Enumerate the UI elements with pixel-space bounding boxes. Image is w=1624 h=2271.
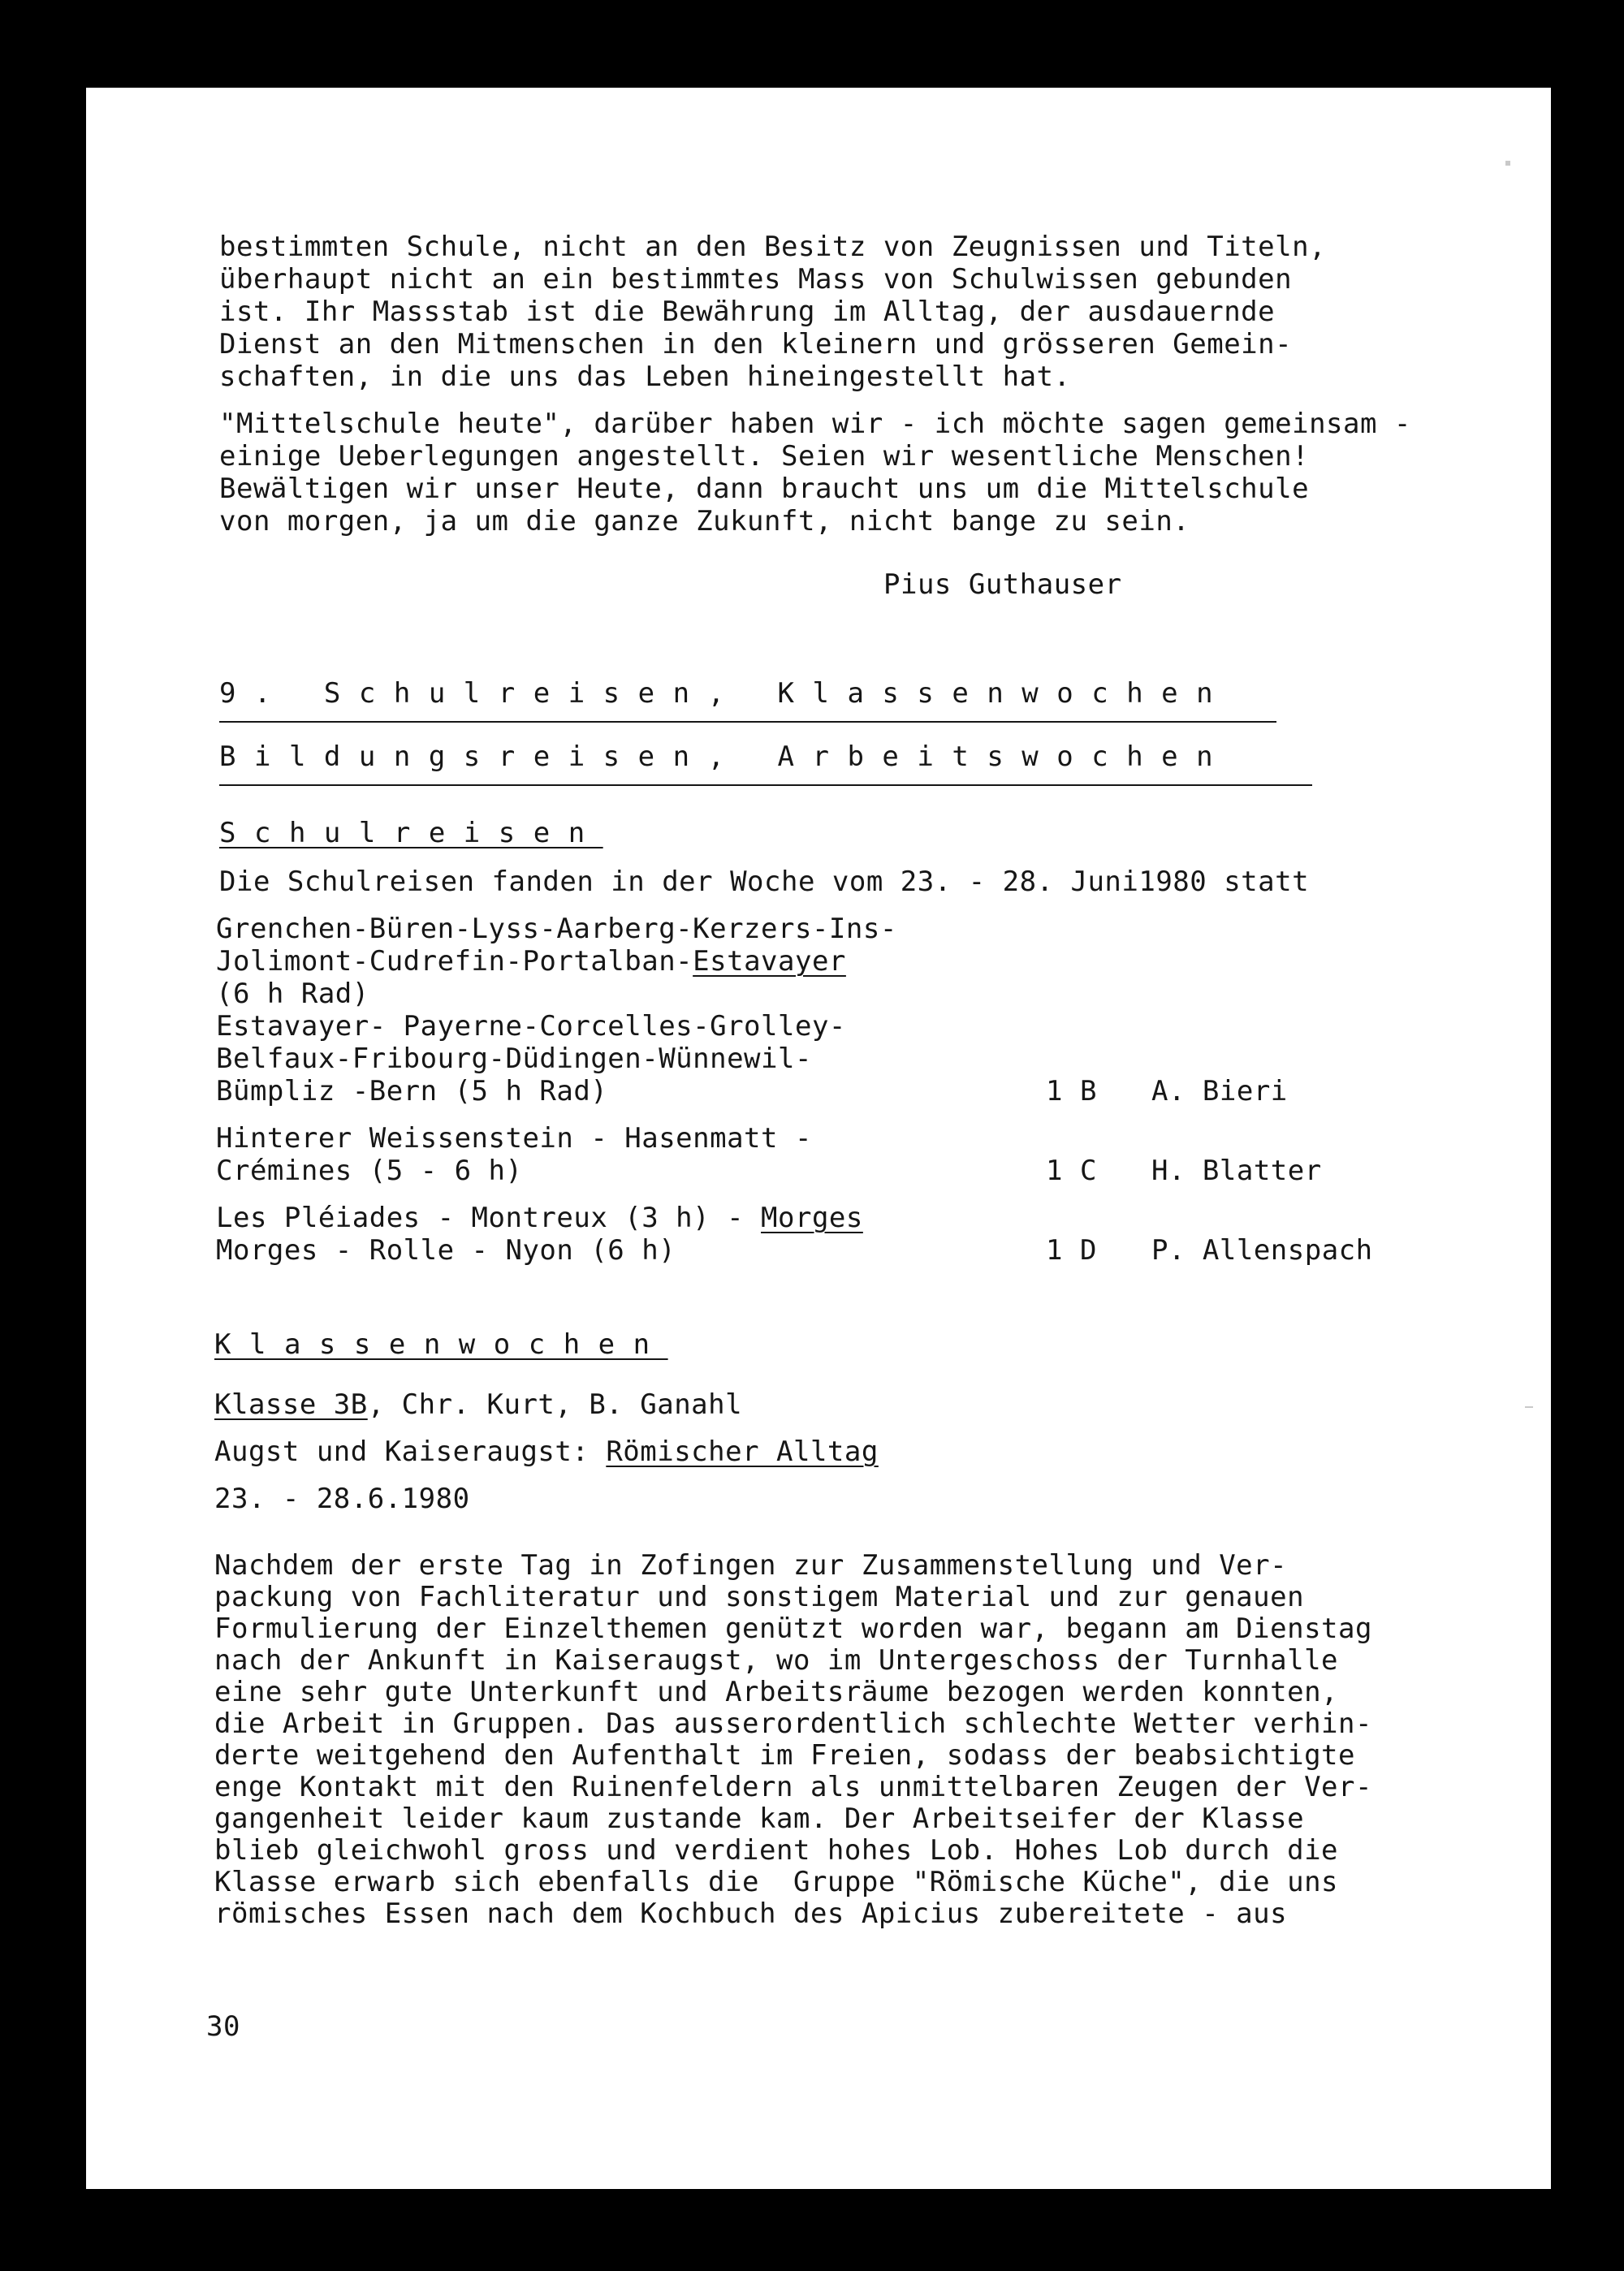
closing-line: einige Ueberlegungen angestellt. Seien wir wesentliche Menschen! bbox=[219, 440, 1310, 473]
trip-route-line: Morges - Rolle - Nyon (6 h) bbox=[216, 1234, 676, 1267]
scan-speck bbox=[1525, 1406, 1533, 1408]
intro-line: schaften, in die uns das Leben hineingestellt hat. bbox=[219, 361, 1071, 393]
trip-route-line bbox=[216, 945, 846, 978]
date-line: 23. - 28.6.1980 bbox=[214, 1483, 470, 1515]
class-label: Klasse 3B bbox=[214, 1388, 368, 1421]
body-line: packung von Fachliteratur und sonstigem Material und zur genauen bbox=[214, 1581, 1305, 1613]
schulreisen-heading: Schulreisen bbox=[219, 817, 603, 849]
trip-teacher: A. Bieri bbox=[1151, 1075, 1288, 1107]
class-teachers: , Chr. Kurt, B. Ganahl bbox=[367, 1388, 743, 1421]
trip-class: 1 B bbox=[1046, 1075, 1097, 1107]
heading-rule-1 bbox=[219, 721, 1276, 723]
trip-route-text: Jolimont-Cudrefin-Portalban- bbox=[216, 945, 693, 978]
trip-route-text: Les Pléiades - Montreux (3 h) - bbox=[216, 1202, 762, 1234]
body-line: römisches Essen nach dem Kochbuch des Apicius zubereitete - aus bbox=[214, 1898, 1288, 1930]
section-heading-line1: 9. Schulreisen, Klassenwochen bbox=[219, 677, 1232, 710]
trip-route-line: Estavayer- Payerne-Corcelles-Grolley- bbox=[216, 1010, 846, 1043]
location-line bbox=[214, 1436, 879, 1468]
trip-class: 1 D bbox=[1046, 1234, 1097, 1267]
location-text: Augst und Kaiseraugst: bbox=[214, 1436, 607, 1468]
intro-line: bestimmten Schule, nicht an den Besitz von Zeugnissen und Titeln, bbox=[219, 231, 1327, 263]
page-number: 30 bbox=[206, 2010, 240, 2043]
author-signature: Pius Guthauser bbox=[883, 568, 1122, 601]
section-heading-line2: Bildungsreisen, Arbeitswochen bbox=[219, 740, 1232, 773]
body-line: Klasse erwarb sich ebenfalls die Gruppe "Römische Küche", die uns bbox=[214, 1866, 1339, 1898]
trip-teacher: H. Blatter bbox=[1151, 1155, 1322, 1187]
body-line: derte weitgehend den Aufenthalt im Freien, sodass der beabsichtigte bbox=[214, 1739, 1355, 1772]
body-line: blieb gleichwohl gross und verdient hohes Lob. Hohes Lob durch die bbox=[214, 1834, 1339, 1867]
heading-rule-2 bbox=[219, 784, 1312, 786]
body-line: enge Kontakt mit den Ruinenfeldern als unmittelbaren Zeugen der Ver- bbox=[214, 1771, 1372, 1803]
klassenwochen-heading: Klassenwochen bbox=[214, 1328, 668, 1361]
trip-teacher: P. Allenspach bbox=[1151, 1234, 1373, 1267]
trip-route-line: Belfaux-Fribourg-Düdingen-Wünnewil- bbox=[216, 1043, 812, 1075]
body-line: die Arbeit in Gruppen. Das ausserordentlich schlechte Wetter verhin- bbox=[214, 1708, 1372, 1740]
intro-line: überhaupt nicht an ein bestimmtes Mass von Schulwissen gebunden bbox=[219, 263, 1293, 296]
trip-destination: Morges bbox=[761, 1202, 863, 1234]
closing-line: von morgen, ja um die ganze Zukunft, nicht bange zu sein. bbox=[219, 505, 1190, 538]
body-line: eine sehr gute Unterkunft und Arbeitsräume bezogen werden konnten, bbox=[214, 1676, 1339, 1708]
trip-route-line bbox=[216, 1202, 863, 1234]
body-line: Formulierung der Einzelthemen genützt worden war, begann am Dienstag bbox=[214, 1613, 1372, 1645]
intro-line: Dienst an den Mitmenschen in den kleinern und grösseren Gemein- bbox=[219, 328, 1293, 361]
trip-route-line: (6 h Rad) bbox=[216, 978, 369, 1010]
trip-route-line: Hinterer Weissenstein - Hasenmatt - bbox=[216, 1122, 812, 1155]
scan-speck bbox=[1505, 161, 1510, 166]
trip-route-line: Crémines (5 - 6 h) bbox=[216, 1155, 523, 1187]
body-line: Nachdem der erste Tag in Zofingen zur Zusammenstellung und Ver- bbox=[214, 1549, 1288, 1582]
closing-line: Bewältigen wir unser Heute, dann braucht uns um die Mittelschule bbox=[219, 473, 1310, 505]
document-page bbox=[86, 88, 1551, 2189]
body-line: nach der Ankunft in Kaiseraugst, wo im Untergeschoss der Turnhalle bbox=[214, 1644, 1339, 1677]
trip-route-line: Grenchen-Büren-Lyss-Aarberg-Kerzers-Ins- bbox=[216, 913, 897, 945]
closing-line: "Mittelschule heute", darüber haben wir - ich möchte sagen gemeinsam - bbox=[219, 408, 1411, 440]
intro-line: ist. Ihr Massstab ist die Bewährung im Alltag, der ausdauernde bbox=[219, 296, 1276, 328]
schulreisen-intro: Die Schulreisen fanden in der Woche vom 23. - 28. Juni1980 statt bbox=[219, 866, 1310, 898]
trip-destination: Estavayer bbox=[693, 945, 846, 978]
trip-class: 1 C bbox=[1046, 1155, 1097, 1187]
theme-text: Römischer Alltag bbox=[606, 1436, 879, 1468]
trip-route-line: Bümpliz -Bern (5 h Rad) bbox=[216, 1075, 608, 1107]
body-line: gangenheit leider kaum zustande kam. Der Arbeitseifer der Klasse bbox=[214, 1803, 1305, 1835]
class-teachers-line bbox=[214, 1388, 742, 1421]
